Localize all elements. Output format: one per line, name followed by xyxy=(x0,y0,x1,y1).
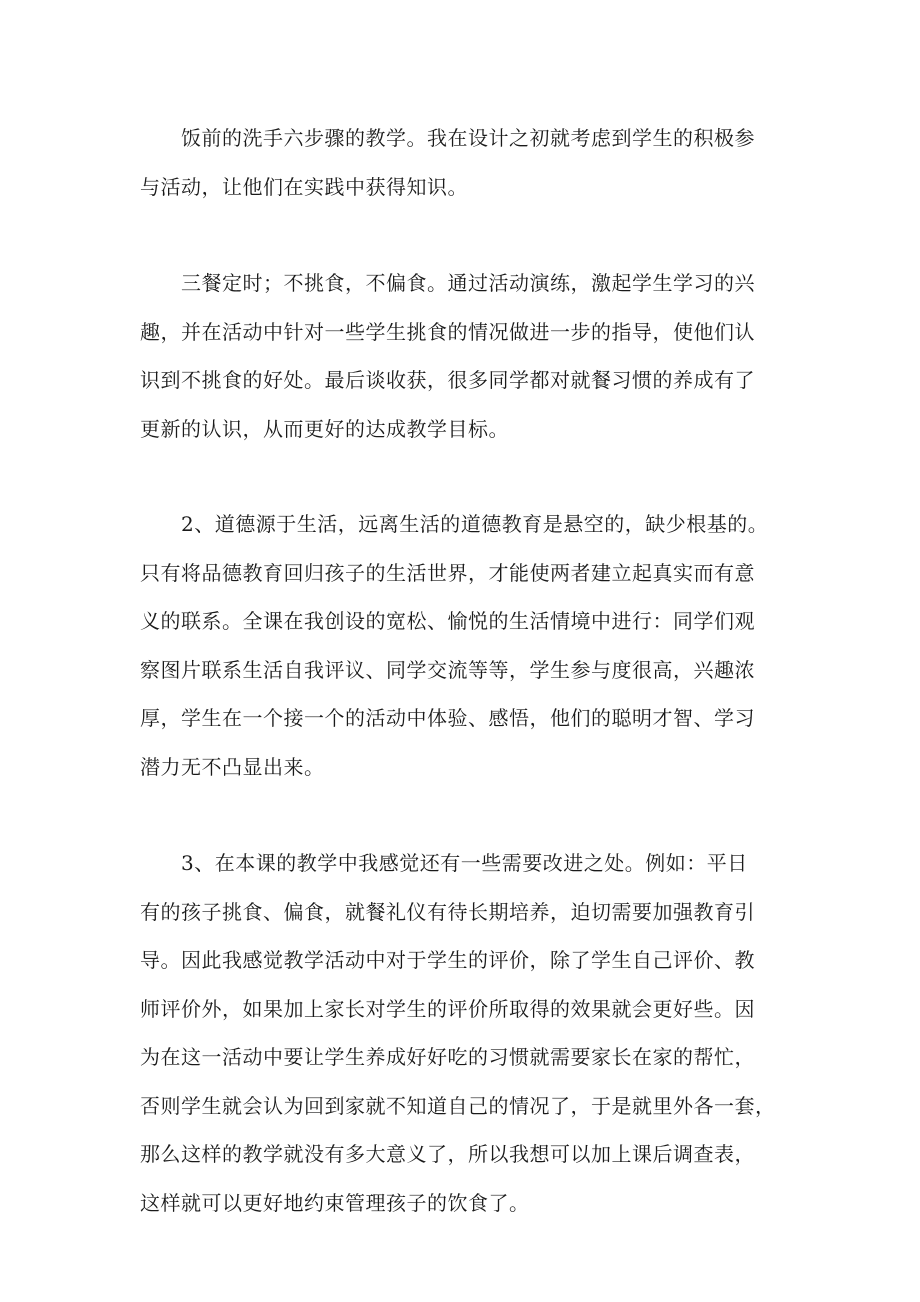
paragraph-line: 与活动，让他们在实践中获得知识。 xyxy=(140,174,468,199)
paragraph-line: 厚，学生在一个接一个的活动中体验、感悟，他们的聪明才智、学习 xyxy=(140,706,755,730)
paragraph-spacer xyxy=(140,791,790,839)
paragraph-line: 饭前的洗手六步骤的教学。我在设计之初就考虑到学生的积极参 xyxy=(181,126,755,150)
paragraph-handwashing xyxy=(140,114,790,211)
paragraph-line: 这样就可以更好地约束管理孩子的饮食了。 xyxy=(140,1190,530,1215)
paragraph-line: 识到不挑食的好处。最后谈收获，很多同学都对就餐习惯的养成有了 xyxy=(140,368,755,392)
paragraph-spacer xyxy=(140,453,790,500)
paragraph-line: 导。因此我感觉教学活动中对于学生的评价，除了学生自己评价、教 xyxy=(140,948,755,972)
document-body xyxy=(140,114,790,1227)
paragraph-meals xyxy=(140,259,790,453)
paragraph-line: 2、道德源于生活，远离生活的道德教育是悬空的，缺少根基的。 xyxy=(181,512,769,536)
paragraph-line: 师评价外，如果加上家长对学生的评价所取得的效果就会更好些。因 xyxy=(140,996,755,1021)
paragraph-point-2 xyxy=(140,500,790,791)
paragraph-line: 察图片联系生活自我评议、同学交流等等，学生参与度很高，兴趣浓 xyxy=(140,657,755,682)
paragraph-line: 否则学生就会认为回到家就不知道自己的情况了，于是就里外各一套， xyxy=(140,1093,776,1118)
paragraph-line: 趣，并在活动中针对一些学生挑食的情况做进一步的指导，使他们认 xyxy=(140,319,755,344)
paragraph-line: 3、在本课的教学中我感觉还有一些需要改进之处。例如：平日 xyxy=(181,851,748,875)
paragraph-line: 三餐定时；不挑食，不偏食。通过活动演练，激起学生学习的兴 xyxy=(181,271,755,295)
paragraph-spacer xyxy=(140,211,790,259)
paragraph-line: 潜力无不凸显出来。 xyxy=(140,754,325,779)
paragraph-line: 只有将品德教育回归孩子的生活世界，才能使两者建立起真实而有意 xyxy=(140,560,755,585)
paragraph-point-3 xyxy=(140,839,790,1227)
paragraph-line: 为在这一活动中要让学生养成好好吃的习惯就需要家长在家的帮忙， xyxy=(140,1045,755,1069)
paragraph-line: 义的联系。全课在我创设的宽松、愉悦的生活情境中进行：同学们观 xyxy=(140,609,755,633)
paragraph-line: 更新的认识，从而更好的达成教学目标。 xyxy=(140,416,509,441)
paragraph-line: 那么这样的教学就没有多大意义了，所以我想可以加上课后调查表， xyxy=(140,1142,755,1166)
paragraph-line: 有的孩子挑食、偏食，就餐礼仪有待长期培养，迫切需要加强教育引 xyxy=(140,899,755,924)
